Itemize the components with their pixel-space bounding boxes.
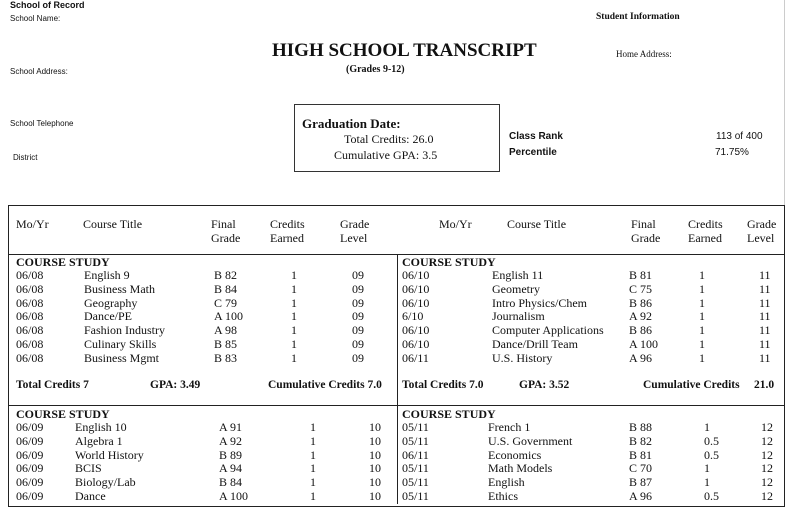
page-subtitle: (Grades 9-12) (346, 64, 405, 75)
cell-mo-yr: 06/08 (16, 268, 44, 282)
cell-mo-yr: 06/10 (402, 268, 430, 282)
cell-final-grade: A 91 (219, 420, 243, 434)
cell-credits: 1 (699, 337, 705, 351)
cell-grade-level: 12 (761, 433, 773, 448)
percentile-label: Percentile (509, 147, 557, 158)
cell-course-title: Fashion Industry (84, 323, 165, 338)
graduation-date-label: Graduation Date: (302, 116, 401, 131)
col-grade-level-line1: Grade (340, 217, 370, 231)
cell-course-title: Economics (488, 447, 542, 462)
cell-credits: 1 (704, 420, 710, 434)
col-final-grade-line2: Grade (631, 231, 661, 245)
cell-mo-yr: 06/08 (16, 295, 44, 310)
cell-grade-level: 10 (369, 475, 381, 490)
cell-grade-level: 12 (761, 489, 773, 503)
cell-final-grade: B 82 (214, 268, 238, 282)
cell-credits: 1 (310, 475, 316, 490)
page-edge (784, 0, 785, 205)
cell-credits: 1 (310, 489, 316, 503)
cell-final-grade: A 92 (629, 309, 653, 324)
cell-mo-yr: 6/10 (402, 309, 424, 324)
cell-grade-level: 09 (352, 281, 364, 296)
cell-final-grade: A 96 (629, 350, 653, 365)
cell-final-grade: A 94 (219, 461, 243, 476)
col-credits-line1: Credits (270, 217, 305, 231)
col-final-grade-left (211, 217, 240, 245)
col-credits-line2: Earned (688, 231, 722, 245)
cell-mo-yr: 06/10 (402, 323, 430, 338)
school-of-record-heading: School of Record (10, 0, 85, 10)
percentile-value: 71.75% (715, 147, 749, 158)
cell-mo-yr: 06/09 (16, 447, 44, 462)
cell-credits: 1 (699, 281, 705, 296)
cell-grade-level: 10 (369, 420, 381, 434)
cell-final-grade: B 84 (214, 281, 238, 296)
cell-final-grade: A 92 (219, 433, 243, 448)
cell-mo-yr: 06/09 (16, 433, 44, 448)
cell-credits: 1 (291, 350, 297, 365)
cell-credits: 1 (310, 461, 316, 476)
cell-credits: 1 (291, 295, 297, 310)
col-course-title-right: Course Title (507, 217, 567, 231)
column-divider (397, 254, 398, 504)
course-study-heading: COURSE STUDY (402, 255, 496, 269)
col-mo-yr-left: Mo/Yr (16, 217, 49, 231)
class-rank-value: 113 of 400 (716, 131, 763, 142)
cell-final-grade: B 88 (629, 420, 653, 434)
cell-course-title: Geography (84, 295, 138, 310)
cell-final-grade: C 79 (214, 295, 238, 310)
cell-final-grade: B 86 (629, 295, 653, 310)
cell-credits: 1 (291, 268, 297, 282)
cell-final-grade: A 96 (629, 489, 653, 503)
home-address-label: Home Address: (616, 49, 672, 59)
cell-grade-level: 09 (352, 295, 364, 310)
cell-credits: 0.5 (704, 489, 719, 503)
cell-credits: 1 (704, 461, 710, 476)
cell-mo-yr: 06/08 (16, 350, 44, 365)
cell-course-title: Geometry (492, 281, 540, 296)
cell-grade-level: 09 (352, 323, 364, 338)
cell-course-title: Biology/Lab (75, 475, 136, 490)
school-telephone-label: School Telephone (10, 119, 74, 128)
cell-credits: 0.5 (704, 447, 719, 462)
col-course-title-left: Course Title (83, 217, 143, 231)
school-address-label: School Address: (10, 67, 68, 76)
cell-course-title: Algebra 1 (75, 433, 123, 448)
col-grade-level-right (747, 217, 776, 245)
cell-final-grade: B 81 (629, 447, 653, 462)
cell-mo-yr: 05/11 (402, 433, 429, 448)
cell-final-grade: B 87 (629, 475, 653, 490)
gpa-right: GPA: 3.52 (519, 379, 570, 391)
col-grade-level-line1: Grade (747, 217, 777, 231)
cell-grade-level: 11 (759, 309, 771, 324)
cell-mo-yr: 06/09 (16, 475, 44, 490)
cell-mo-yr: 06/08 (16, 337, 44, 351)
col-final-grade-line2: Grade (211, 231, 241, 245)
col-final-grade-line1: Final (631, 217, 656, 231)
district-label: District (13, 153, 38, 162)
cumulative-credits-right: Cumulative Credits (643, 379, 740, 391)
cell-final-grade: A 100 (629, 337, 659, 351)
cell-final-grade: B 86 (629, 323, 653, 338)
cell-credits: 0.5 (704, 433, 719, 448)
cell-final-grade: C 70 (629, 461, 653, 476)
cell-course-title: English (488, 475, 525, 490)
cell-final-grade: B 81 (629, 268, 653, 282)
cell-credits: 1 (699, 268, 705, 282)
cell-grade-level: 09 (352, 309, 364, 324)
cell-course-title: Ethics (488, 489, 518, 503)
cell-mo-yr: 06/11 (402, 447, 429, 462)
cell-mo-yr: 06/10 (402, 281, 430, 296)
cell-mo-yr: 05/11 (402, 475, 429, 490)
cell-mo-yr: 06/09 (16, 461, 44, 476)
cell-mo-yr: 06/09 (16, 489, 44, 503)
cell-grade-level: 11 (759, 323, 771, 338)
cell-grade-level: 10 (369, 447, 381, 462)
cell-final-grade: C 75 (629, 281, 653, 296)
cell-mo-yr: 05/11 (402, 461, 429, 476)
col-credits-line1: Credits (688, 217, 723, 231)
cell-final-grade: B 83 (214, 350, 238, 365)
cell-final-grade: B 89 (219, 447, 243, 462)
cell-credits: 1 (291, 323, 297, 338)
cell-course-title: Computer Applications (492, 323, 604, 338)
col-credits-right (688, 217, 723, 245)
cell-grade-level: 12 (761, 447, 773, 462)
cell-grade-level: 12 (761, 420, 773, 434)
col-final-grade-right (631, 217, 660, 245)
course-study-heading: COURSE STUDY (402, 407, 496, 421)
cell-mo-yr: 06/08 (16, 281, 44, 296)
school-name-label: School Name: (10, 14, 61, 23)
cell-grade-level: 10 (369, 433, 381, 448)
cell-credits: 1 (699, 295, 705, 310)
cell-mo-yr: 06/09 (16, 420, 44, 434)
page-title: HIGH SCHOOL TRANSCRIPT (272, 40, 537, 61)
cell-grade-level: 09 (352, 337, 364, 351)
cell-mo-yr: 05/11 (402, 420, 429, 434)
cumulative-credits-right-value: 21.0 (754, 379, 775, 391)
cell-grade-level: 10 (369, 461, 381, 476)
cell-credits: 1 (310, 433, 316, 448)
col-grade-level-line2: Level (340, 231, 368, 245)
cell-course-title: U.S. Government (488, 433, 573, 448)
cell-credits: 1 (291, 281, 297, 296)
cell-course-title: English 11 (492, 268, 544, 282)
cell-grade-level: 11 (759, 295, 771, 310)
cell-course-title: Journalism (492, 309, 545, 324)
graduation-cumulative-gpa: Cumulative GPA: 3.5 (334, 148, 438, 162)
class-rank-label: Class Rank (509, 131, 563, 142)
cell-grade-level: 11 (759, 281, 771, 296)
cell-grade-level: 11 (759, 268, 771, 282)
col-final-grade-line1: Final (211, 217, 236, 231)
cell-course-title: Dance/Drill Team (492, 337, 578, 351)
cell-grade-level: 12 (761, 461, 773, 476)
cell-mo-yr: 06/11 (402, 350, 429, 365)
cell-credits: 1 (291, 309, 297, 324)
cell-credits: 1 (291, 337, 297, 351)
cell-course-title: U.S. History (492, 350, 553, 365)
total-credits-left: Total Credits 7 (16, 379, 89, 391)
cell-credits: 1 (699, 323, 705, 338)
cell-course-title: BCIS (75, 461, 102, 476)
cell-grade-level: 09 (352, 268, 364, 282)
cell-final-grade: B 84 (219, 475, 243, 490)
col-mo-yr-right: Mo/Yr (439, 217, 472, 231)
cell-course-title: Culinary Skills (84, 337, 157, 351)
cell-mo-yr: 05/11 (402, 489, 429, 503)
course-study-heading: COURSE STUDY (16, 255, 110, 269)
cell-course-title: World History (75, 447, 144, 462)
cell-course-title: Intro Physics/Chem (492, 295, 587, 310)
cell-mo-yr: 06/08 (16, 323, 44, 338)
cell-course-title: Dance (75, 489, 106, 503)
cell-course-title: English 9 (84, 268, 130, 282)
cumulative-credits-left: Cumulative Credits 7.0 (268, 379, 382, 391)
cell-mo-yr: 06/10 (402, 295, 430, 310)
cell-course-title: French 1 (488, 420, 531, 434)
cell-credits: 1 (704, 475, 710, 490)
cell-grade-level: 10 (369, 489, 381, 503)
cell-course-title: Business Mgmt (84, 350, 160, 365)
cell-final-grade: B 82 (629, 433, 653, 448)
col-credits-line2: Earned (270, 231, 304, 245)
cell-final-grade: B 85 (214, 337, 238, 351)
cell-grade-level: 12 (761, 475, 773, 490)
cell-course-title: English 10 (75, 420, 127, 434)
cell-grade-level: 11 (759, 337, 771, 351)
student-information-heading: Student Information (596, 12, 680, 22)
cell-credits: 1 (310, 447, 316, 462)
cell-final-grade: A 98 (214, 323, 238, 338)
col-grade-level-left (340, 217, 369, 245)
cell-credits: 1 (699, 350, 705, 365)
course-study-heading: COURSE STUDY (16, 407, 110, 421)
cell-credits: 1 (699, 309, 705, 324)
cell-course-title: Dance/PE (84, 309, 132, 324)
graduation-total-credits: Total Credits: 26.0 (344, 132, 434, 146)
col-grade-level-line2: Level (747, 231, 775, 245)
cell-course-title: Business Math (84, 281, 156, 296)
cell-mo-yr: 06/08 (16, 309, 44, 324)
cell-final-grade: A 100 (214, 309, 244, 324)
gpa-left: GPA: 3.49 (150, 379, 201, 391)
cell-final-grade: A 100 (219, 489, 249, 503)
col-credits-left (270, 217, 305, 245)
cell-grade-level: 11 (759, 350, 771, 365)
cell-credits: 1 (310, 420, 316, 434)
cell-mo-yr: 06/10 (402, 337, 430, 351)
total-credits-right: Total Credits 7.0 (402, 379, 484, 391)
cell-course-title: Math Models (488, 461, 553, 476)
cell-grade-level: 09 (352, 350, 364, 365)
